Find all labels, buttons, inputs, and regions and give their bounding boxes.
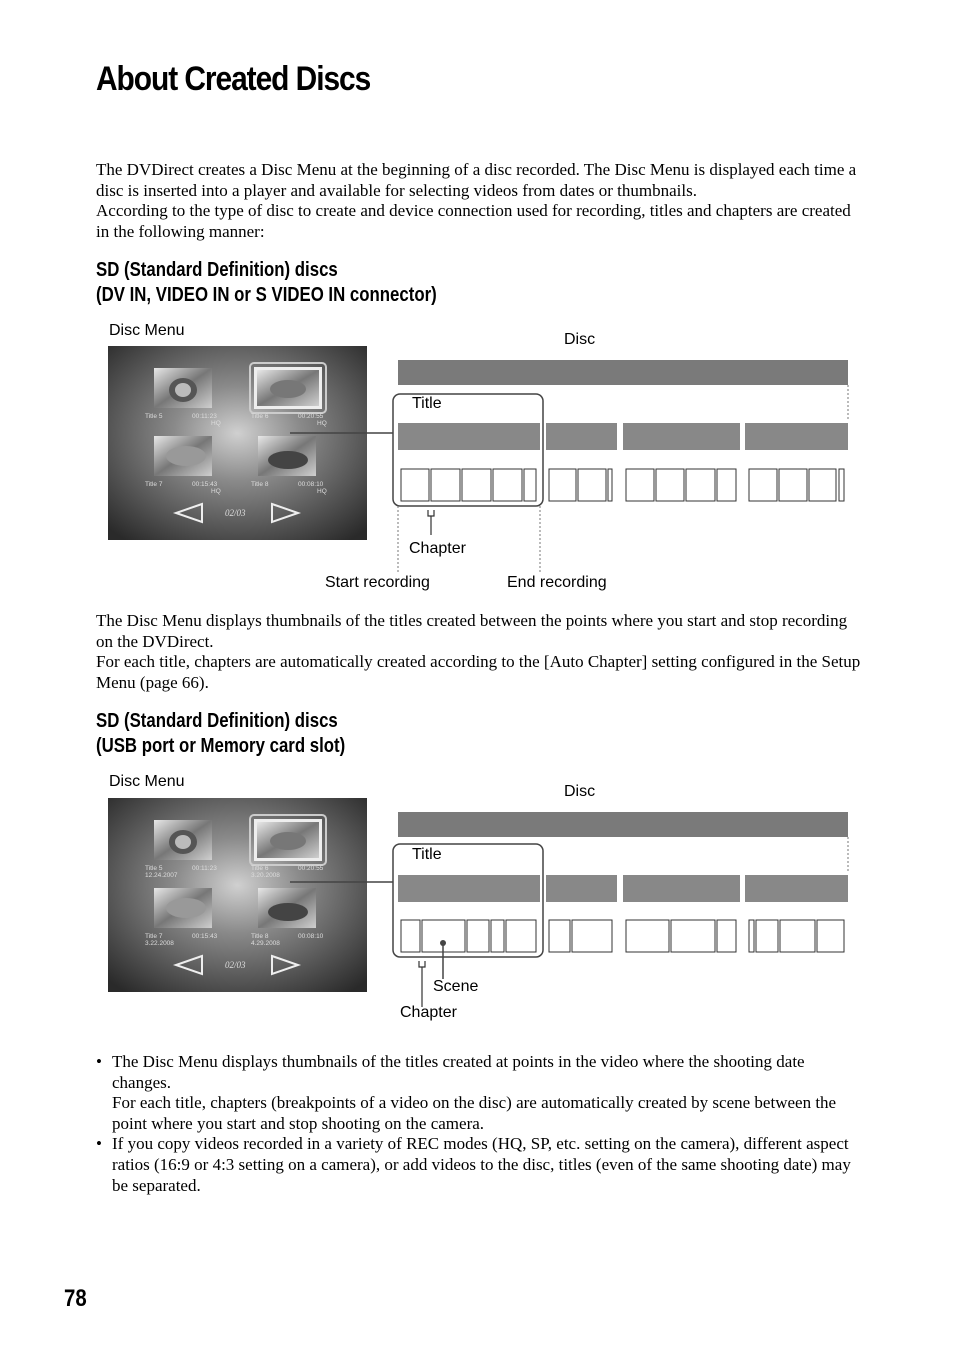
disc-diagram-2 <box>290 807 865 1007</box>
disc-diagram <box>290 355 865 580</box>
start-recording-label: Start recording <box>325 574 430 591</box>
title-bars-2 <box>398 875 848 902</box>
menu-item-4-title: Title 8 <box>251 481 269 488</box>
intro-paragraph-2: According to the type of disc to create and device connection used for recording, titles and chapters are created in the following manner: <box>96 201 851 241</box>
section1-paragraph-2: For each title, chapters are automatically created according to the [Auto Chapter] setting configured in the Setup Menu (page 66). <box>96 652 861 692</box>
menu-item-2-sub: HQ <box>317 420 327 427</box>
menu-item-2-time: 00:20:55 <box>298 413 324 420</box>
section1-body <box>96 611 866 693</box>
menu-item-4-sub: HQ <box>317 488 327 495</box>
title-label-2: Title <box>412 846 442 863</box>
chapter-label: Chapter <box>409 540 466 557</box>
bullet-item <box>96 1134 866 1196</box>
menu2-item-3-title: Title 7 <box>145 933 163 940</box>
end-recording-label: End recording <box>507 574 607 591</box>
menu2-thumbnail-3[interactable] <box>154 888 212 928</box>
section2-heading-line1: SD (Standard Definition) discs <box>96 710 338 732</box>
chapter-blocks <box>401 469 844 501</box>
menu2-item-4-date: 4.29.2008 <box>251 940 280 947</box>
chapter-pointer <box>428 510 434 535</box>
disc-bar <box>398 360 848 385</box>
section1-paragraph-1: The Disc Menu displays thumbnails of the titles created between the points where you start and stop recording on the DVDirect. <box>96 611 848 651</box>
disc-label: Disc <box>564 331 596 348</box>
disc-label-2: Disc <box>564 783 596 800</box>
menu2-item-3-date: 3.22.2008 <box>145 940 174 947</box>
menu-item-1-time: 00:11:23 <box>192 413 217 420</box>
section1-heading-line2: (DV IN, VIDEO IN or S VIDEO IN connector) <box>96 284 437 306</box>
menu2-item-2-date: 3.20.2008 <box>251 872 280 879</box>
menu-thumbnail-3[interactable] <box>154 436 212 476</box>
menu2-item-4-time: 00:08:10 <box>298 933 324 940</box>
menu2-item-1-date: 12.24.2007 <box>145 872 178 879</box>
intro-text <box>96 160 866 242</box>
section2-notes <box>96 1052 866 1196</box>
title-bars <box>398 423 848 450</box>
page-number: 78 <box>64 1285 87 1312</box>
menu-item-2-title: Title 6 <box>251 413 269 420</box>
menu2-item-1-title: Title 5 <box>145 865 163 872</box>
intro-paragraph-1: The DVDirect creates a Disc Menu at the beginning of a disc recorded. The Disc Menu is displayed each time a disc is inserted into a player and available for selecting videos from dates or thumbnails. <box>96 160 857 200</box>
scene-blocks <box>401 920 844 952</box>
disc-bar-2 <box>398 812 848 837</box>
chapter-label-2: Chapter <box>400 1004 457 1021</box>
bullet-1-extra: For each title, chapters (breakpoints of a video on the disc) are automatically created by scene between the point where you start and stop shooting on the camera. <box>112 1093 837 1133</box>
section2-heading <box>96 709 345 759</box>
menu-item-1-sub: HQ <box>211 420 221 427</box>
bullet-1-main: • The Disc Menu displays thumbnails of the titles created at points in the video where the shooting date changes. <box>112 1052 805 1092</box>
menu2-thumbnail-1[interactable] <box>154 820 212 860</box>
disc-menu-label: Disc Menu <box>109 322 185 339</box>
title-label: Title <box>412 395 442 412</box>
menu2-item-2-title: Title 6 <box>251 865 269 872</box>
menu2-item-1-time: 00:11:23 <box>192 865 217 872</box>
chapter-pointer-2 <box>419 961 425 1007</box>
menu2-item-2-time: 00:20:55 <box>298 865 324 872</box>
disc-menu-label-2: Disc Menu <box>109 773 185 790</box>
menu2-item-4-title: Title 8 <box>251 933 269 940</box>
menu-item-1-title: Title 5 <box>145 413 163 420</box>
scene-label: Scene <box>433 978 479 995</box>
menu2-page-indicator: 02/03 <box>225 960 246 970</box>
menu-item-4-time: 00:08:10 <box>298 481 324 488</box>
menu-item-3-time: 00:15:43 <box>192 481 218 488</box>
section1-heading-line1: SD (Standard Definition) discs <box>96 259 338 281</box>
section2-heading-line2: (USB port or Memory card slot) <box>96 735 346 757</box>
section1-heading <box>96 258 437 308</box>
page-title: About Created Discs <box>96 60 371 98</box>
menu2-item-3-time: 00:15:43 <box>192 933 218 940</box>
menu-item-3-title: Title 7 <box>145 481 163 488</box>
menu-item-3-sub: HQ <box>211 488 221 495</box>
bullet-2-main: • If you copy videos recorded in a variety of REC modes (HQ, SP, etc. setting on the camera), different aspect ratios (16:9 or 4:3 setting on a camera), or add videos to the disc, titles (even of the same shooting date) may be separated. <box>112 1134 851 1195</box>
menu-page-indicator: 02/03 <box>225 508 246 518</box>
bullet-item <box>96 1052 866 1134</box>
menu-thumbnail-1[interactable] <box>154 368 212 408</box>
